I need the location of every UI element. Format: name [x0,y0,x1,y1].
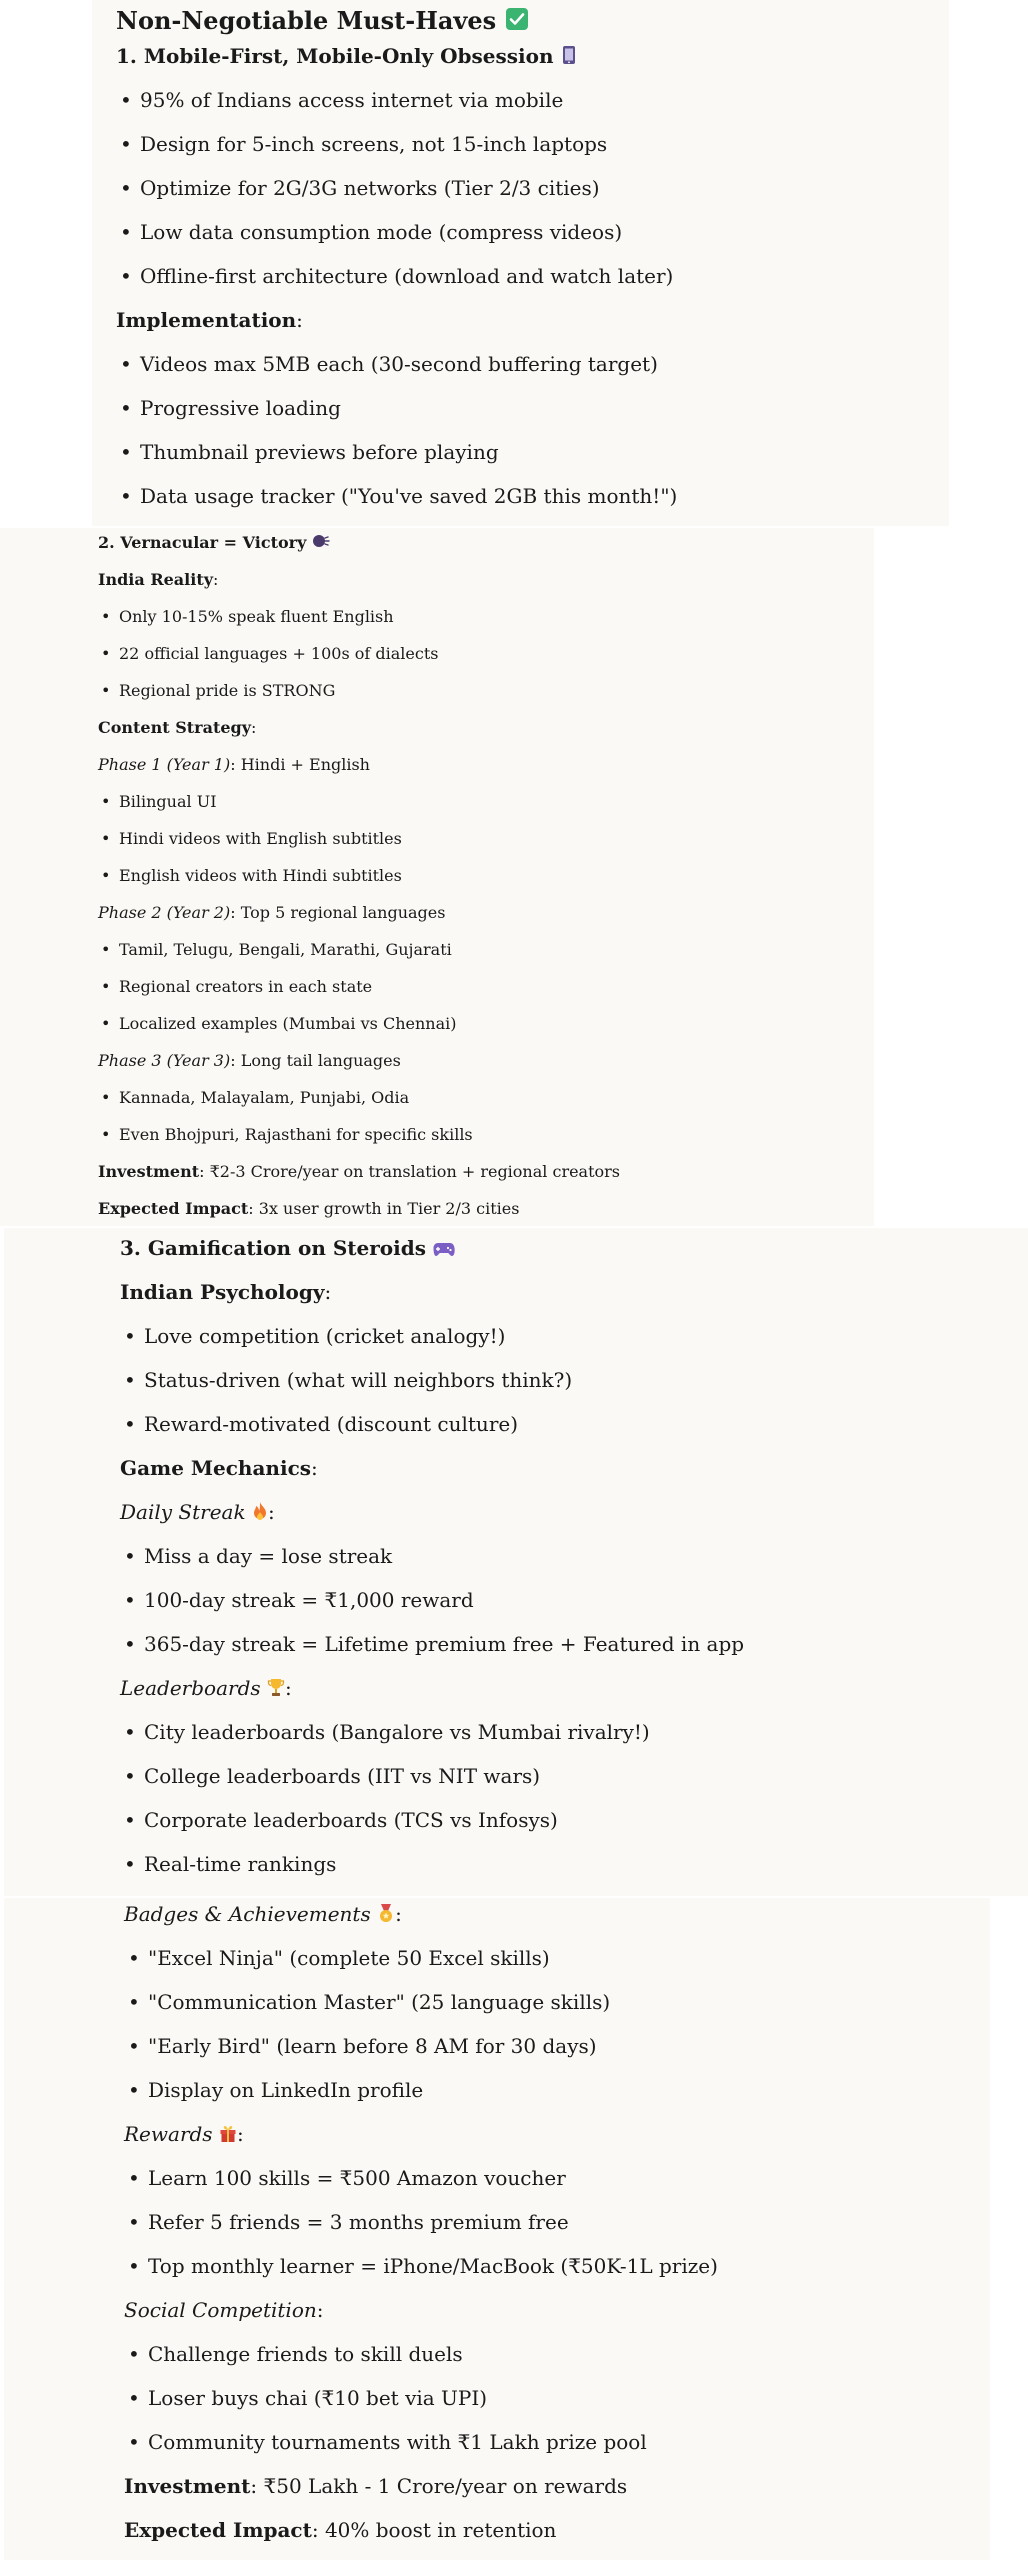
speaking-head-icon [312,534,330,554]
check-mark-icon [505,7,529,37]
list-item: • Community tournaments with ₹1 Lakh prize pool [124,2430,647,2454]
phase-2-label: Phase 2 (Year 2): Top 5 regional languages [98,903,446,922]
leaderboards-label: Leaderboards : [120,1676,292,1700]
list-item: • Design for 5-inch screens, not 15-inch laptops [116,132,607,156]
list-item: • Challenge friends to skill duels [124,2342,463,2366]
daily-streak-label: Daily Streak : [120,1500,275,1524]
list-item: • Corporate leaderboards (TCS vs Infosys) [120,1808,558,1832]
list-item: • Only 10-15% speak fluent English [98,607,394,626]
investment-line: Investment: ₹2-3 Crore/year on translation + regional creators [98,1162,621,1181]
investment-line: Investment: ₹50 Lakh - 1 Crore/year on rewards [124,2474,628,2498]
list-item: • Offline-first architecture (download and watch later) [116,264,673,288]
list-item: • Learn 100 skills = ₹500 Amazon voucher [124,2166,566,2190]
list-item: • Kannada, Malayalam, Punjabi, Odia [98,1088,409,1107]
list-item: • Tamil, Telugu, Bengali, Marathi, Gujarati [98,940,452,959]
section-vernacular [0,528,874,1226]
list-item: • Regional pride is STRONG [98,681,335,700]
india-reality-label: India Reality: [98,570,219,589]
indian-psychology-label: Indian Psychology: [120,1280,332,1304]
list-item: • Real-time rankings [120,1852,336,1876]
section-must-haves [92,0,949,526]
game-controller-icon [433,1238,455,1262]
list-item: • 22 official languages + 100s of dialects [98,644,439,663]
list-item: • College leaderboards (IIT vs NIT wars) [120,1764,540,1788]
list-item: • Optimize for 2G/3G networks (Tier 2/3 cities) [116,176,600,200]
list-item: • Reward-motivated (discount culture) [120,1412,518,1436]
rewards-label: Rewards : [124,2122,244,2146]
list-item: • Even Bhojpuri, Rajasthani for specific skills [98,1125,473,1144]
content-strategy-label: Content Strategy: [98,718,257,737]
list-item: • 100-day streak = ₹1,000 reward [120,1588,474,1612]
implementation-label: Implementation: [116,308,303,332]
list-item: • Refer 5 friends = 3 months premium free [124,2210,569,2234]
section-gamification-continued [4,1898,990,2560]
list-item: • 95% of Indians access internet via mobile [116,88,563,112]
list-item: • City leaderboards (Bangalore vs Mumbai rivalry!) [120,1720,650,1744]
impact-line: Expected Impact: 40% boost in retention [124,2518,557,2542]
heading-mobile-first: 1. Mobile-First, Mobile-Only Obsession [116,44,578,70]
list-item: • Progressive loading [116,396,341,420]
list-item: • Data usage tracker ("You've saved 2GB this month!") [116,484,677,508]
list-item: • Display on LinkedIn profile [124,2078,423,2102]
gift-icon [219,2123,237,2148]
phase-3-label: Phase 3 (Year 3): Long tail languages [98,1051,401,1070]
list-item: • Love competition (cricket analogy!) [120,1324,505,1348]
list-item: • English videos with Hindi subtitles [98,866,402,885]
list-item: • Localized examples (Mumbai vs Chennai) [98,1014,457,1033]
list-item: • 365-day streak = Lifetime premium free + Featured in app [120,1632,744,1656]
heading-vernacular: 2. Vernacular = Victory [98,533,330,554]
list-item: • Thumbnail previews before playing [116,440,499,464]
mobile-phone-icon [560,45,578,70]
list-item: • Hindi videos with English subtitles [98,829,402,848]
medal-icon [377,1903,395,1928]
list-item: • Loser buys chai (₹10 bet via UPI) [124,2386,487,2410]
list-item: • Top monthly learner = iPhone/MacBook (₹50K-1L prize) [124,2254,718,2278]
list-item: • Miss a day = lose streak [120,1544,392,1568]
badges-label: Badges & Achievements : [124,1902,402,1926]
list-item: • "Communication Master" (25 language skills) [124,1990,610,2014]
fire-icon [252,1501,268,1526]
list-item: • "Excel Ninja" (complete 50 Excel skills) [124,1946,550,1970]
list-item: • Bilingual UI [98,792,217,811]
heading-gamification: 3. Gamification on Steroids [120,1236,455,1262]
phase-1-label: Phase 1 (Year 1): Hindi + English [98,755,370,774]
list-item: • Status-driven (what will neighbors think?) [120,1368,572,1392]
list-item: • Low data consumption mode (compress videos) [116,220,622,244]
trophy-icon [267,1677,285,1702]
social-competition-label: Social Competition: [124,2298,324,2322]
page-title: Non-Negotiable Must-Haves [116,6,529,37]
list-item: • Regional creators in each state [98,977,372,996]
game-mechanics-label: Game Mechanics: [120,1456,318,1480]
list-item: • "Early Bird" (learn before 8 AM for 30 days) [124,2034,597,2058]
section-gamification [4,1228,1028,1896]
impact-line: Expected Impact: 3x user growth in Tier 2/3 cities [98,1199,520,1218]
list-item: • Videos max 5MB each (30-second buffering target) [116,352,658,376]
